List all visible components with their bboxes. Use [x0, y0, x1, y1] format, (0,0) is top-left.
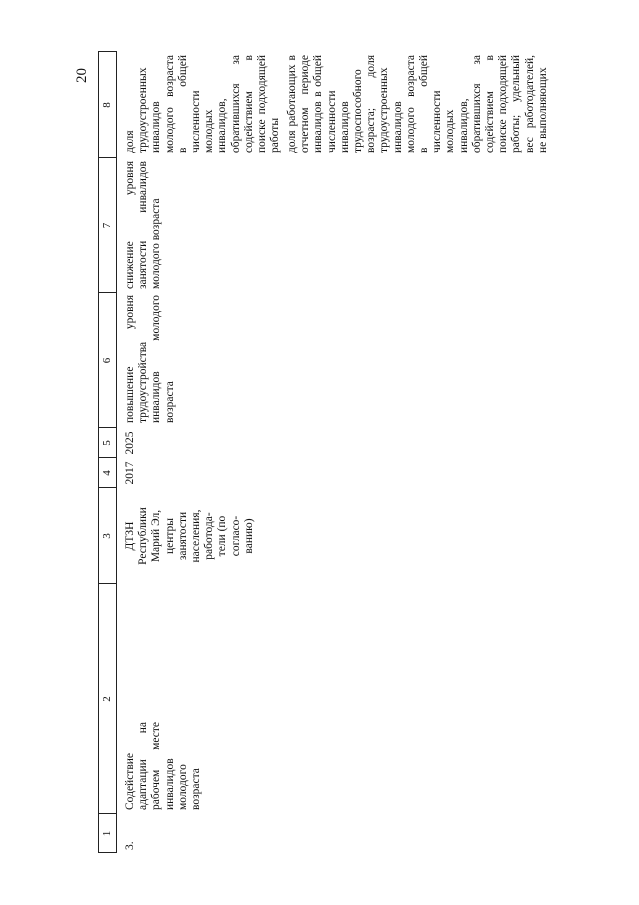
column-number-7: 7 — [101, 222, 113, 229]
executors: ДТЗН Республики Марий Эл, центры занятости населения, работода-тели (по согласо-ванию) — [124, 507, 255, 565]
expected-result: повышение уровня трудоустройства инвалидов молодого возраста — [124, 295, 176, 423]
column-number-6: 6 — [101, 357, 113, 364]
column-number-3: 3 — [101, 533, 113, 539]
column-number-5: 5 — [101, 440, 113, 446]
page-number: 20 — [74, 68, 90, 83]
column-number-4: 4 — [101, 470, 113, 476]
column-number-2: 2 — [101, 696, 113, 702]
column-number-8: 8 — [101, 102, 113, 108]
indicator-text: доля работающих в отчетном периоде инвалидов в общей численности инвалидов трудоспособного возраста; доля трудоустроенных инвалидов молодого возраста в общей численности молодых инвалидов, обратившихся за содействием в поиске подходящей работы; удельный вес работодателей, не выполняющих — [286, 55, 549, 153]
end-year: 2025 — [124, 431, 136, 455]
non-implementation-consequences: снижение уровня занятости инвалидов молодого возраста — [124, 161, 163, 289]
indicator-text: доля трудоустроенных инвалидов молодого возраста в общей численности молодых инвалидов, обратившихся за содействием в поиске подходящей работы — [124, 55, 282, 153]
column-number-1: 1 — [101, 830, 113, 837]
measures-table — [98, 51, 549, 853]
header-bottom-border — [116, 51, 117, 853]
measure-name: Содействие адаптации на рабочем месте инвалидов молодого возраста — [124, 722, 203, 810]
start-year: 2017 — [124, 461, 136, 485]
row-number: 3. — [124, 841, 136, 850]
